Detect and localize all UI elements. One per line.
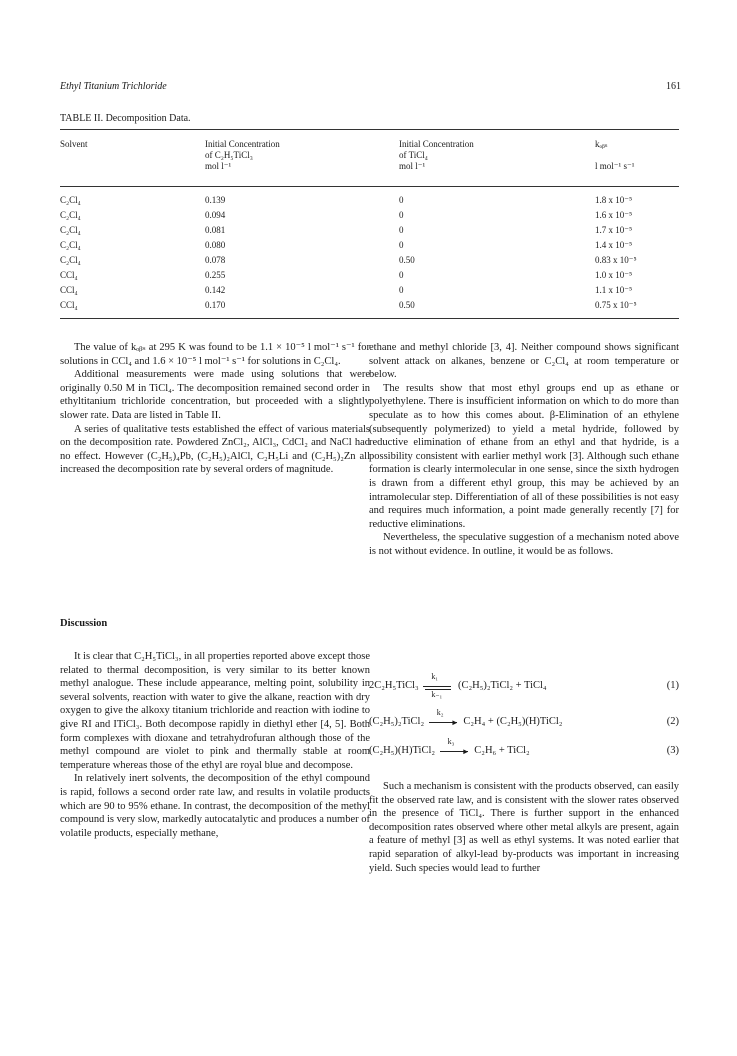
paragraph: Such a mechanism is consistent with the products observed, can easily fit the observed rate law, and is consistent with the slower rates observed in the presence of TiCl₄. There is further support in the enhanced decomposition rates observed where other metal alkyls are present, again a feature of methyl [3] as well as ethyl systems. It was noted earlier that rapid separation of alkyl-lead by-products was important in increasing yield. Such species would lead to further: [369, 781, 679, 874]
cell-ethyl-conc: 0.142: [205, 285, 226, 295]
cell-solvent: C₂Cl₄: [60, 225, 81, 235]
table-header-rule: [60, 186, 679, 187]
col-header-ethyl-line1: Initial Concentration: [205, 139, 280, 149]
cell-solvent: CCl₄: [60, 285, 78, 295]
col-header-ethyl-units: mol l⁻¹: [205, 161, 232, 171]
cell-ethyl-conc: 0.094: [205, 210, 226, 220]
col-header-ticl4-units: mol l⁻¹: [399, 161, 426, 171]
cell-solvent: CCl₄: [60, 270, 78, 280]
table-row: [0, 195, 737, 210]
cell-kobs: 1.4 x 10⁻⁵: [595, 240, 633, 250]
cell-kobs: 0.75 x 10⁻⁵: [595, 300, 637, 310]
cell-kobs: 1.7 x 10⁻⁵: [595, 225, 633, 235]
cell-ticl4-conc: 0: [399, 270, 404, 280]
col-header-solvent: Solvent: [60, 139, 88, 149]
col-header-ethyl-line2: of C₂H₅TiCl₃: [205, 150, 253, 160]
col-header-ticl4-line1: Initial Concentration: [399, 139, 474, 149]
col-header-kobs-symbol: kₒᵦₛ: [595, 139, 608, 149]
rate-constant-forward: k₁: [431, 671, 439, 681]
equation-number: (1): [666, 680, 679, 691]
table-caption: TABLE II. Decomposition Data.: [60, 113, 191, 124]
paragraph: A series of qualitative tests established the effect of various materials on the decomposition rate. Powdered ZnCl₂, AlCl₃, CdCl₂ and NaCl had no effect. However (C₂H₅)₄Pb, (C₂H₅)₂AlCl, C₂H₅Li and (C₂H₅)₂Zn all increased the decomposition rate by several orders of magnitude.: [60, 423, 370, 476]
rate-constant: k₂: [436, 707, 444, 717]
paragraph: The results show that most ethyl groups end up as ethane or polyethylene. There is insufficient information on which to do more than speculate as to how this comes about. β-Elimination of an ethylene (subsequently polymerized) to yield a metal hydride, followed by reductive elimination of ethane from an ethyl and that hydride, is a possibility consistent with earlier methyl work [3]. Although such ethane formation is clearly intermolecular in one sense, since the sixth hydrogen is drawn from a different ethyl group, this may be achieved by an intramolecular step. Differentiation of all of these possibilities is not easy and requires much information, a point made generally recently [7] for reductive eliminations.: [369, 382, 679, 530]
paragraph: Additional measurements were made using solutions that were originally 0.50 M in TiCl₄. The decomposition remained second order in ethyltitanium trichloride concentration, but proceeded with a slightly slower rate. Data are listed in Table II.: [60, 369, 370, 421]
reaction-arrow-icon: k₃ ►: [440, 746, 470, 756]
cell-kobs: 1.8 x 10⁻⁵: [595, 195, 633, 205]
table-row: [0, 240, 737, 255]
cell-ethyl-conc: 0.081: [205, 225, 226, 235]
cell-solvent: CCl₄: [60, 300, 78, 310]
section-heading-discussion: Discussion: [60, 618, 108, 629]
table-row: [0, 225, 737, 240]
cell-kobs: 1.1 x 10⁻⁵: [595, 285, 633, 295]
equation-rhs: C₂H₄ + (C₂H₅)(H)TiCl₂: [463, 716, 563, 727]
paragraph: In relatively inert solvents, the decomposition of the ethyl compound is rapid, follows a second order rate law, and results in volatile products which are 90 to 95% ethane. In contrast, the decomposition of the methyl compound is very slow, markedly autocatalytic and produces a number of volatile products, especially methane,: [60, 773, 370, 839]
cell-ethyl-conc: 0.255: [205, 270, 226, 280]
cell-ticl4-conc: 0: [399, 285, 404, 295]
cell-ticl4-conc: 0: [399, 225, 404, 235]
table-top-rule: [60, 129, 679, 130]
equilibrium-arrow-icon: [423, 671, 453, 699]
running-title: Ethyl Titanium Trichloride: [60, 81, 167, 92]
rate-constant: k₃: [447, 736, 455, 746]
cell-ethyl-conc: 0.170: [205, 300, 226, 310]
left-column-results: [60, 341, 370, 477]
cell-solvent: C₂Cl₄: [60, 240, 81, 250]
cell-solvent: C₂Cl₄: [60, 195, 81, 205]
equation-3: [369, 736, 679, 763]
table-row: [0, 300, 737, 315]
page-number: 161: [666, 81, 681, 92]
table-row: [0, 210, 737, 225]
col-header-kobs: [595, 139, 634, 172]
col-header-ticl4-line2: of TiCl₄: [399, 150, 428, 160]
paragraph: The value of kₒᵦₛ at 295 K was found to be 1.1 × 10⁻⁵ l mol⁻¹ s⁻¹ for solutions in CCl₄ and 1.6 × 10⁻⁵ l mol⁻¹ s⁻¹ for solutions in C₂Cl₄.: [60, 342, 370, 367]
equation-lhs: 2C₂H₅TiCl₃: [369, 680, 419, 691]
equation-number: (3): [666, 745, 679, 756]
cell-solvent: C₂Cl₄: [60, 210, 81, 220]
discussion-body: [60, 650, 370, 840]
equation-number: (2): [666, 716, 679, 727]
cell-ethyl-conc: 0.139: [205, 195, 226, 205]
cell-kobs: 1.6 x 10⁻⁵: [595, 210, 633, 220]
col-header-kobs-units: l mol⁻¹ s⁻¹: [595, 161, 635, 171]
paragraph: ethane and methyl chloride [3, 4]. Neither compound shows significant solvent attack on alkanes, benzene or C₂Cl₄ at room temperature or below.: [369, 342, 679, 381]
paragraph: Nevertheless, the speculative suggestion of a mechanism noted above is not without evidence. In outline, it would be as follows.: [369, 532, 679, 557]
cell-ticl4-conc: 0: [399, 195, 404, 205]
cell-ticl4-conc: 0: [399, 240, 404, 250]
cell-kobs: 0.83 x 10⁻⁵: [595, 255, 637, 265]
table-row: [0, 270, 737, 285]
equation-1: [369, 671, 679, 699]
cell-ticl4-conc: 0.50: [399, 300, 415, 310]
right-column-text: [369, 341, 679, 559]
equation-rhs: C₂H₆ + TiCl₂: [474, 745, 530, 756]
paragraph: It is clear that C₂H₅TiCl₃, in all properties reported above except those related to thermal decomposition, is very similar to its better known methyl analogue. These include appearance, melting point, solubility in several solvents, reaction with water to give the alkane, reaction with dry oxygen to give the alkoxy titanium trichloride and reaction with iodine to give RI and ITiCl₃. Both decompose rapidly in diethyl ether [4, 5]. Both form complexes with dioxane and tetrahydrofuran although those of the methyl compound are violet to pink and thermally stable at room temperature whereas those of the ethyl are royal blue and decompose.: [60, 651, 370, 771]
cell-ticl4-conc: 0: [399, 210, 404, 220]
equation-2: [369, 707, 679, 734]
equation-rhs: (C₂H₅)₂TiCl₂ + TiCl₄: [457, 680, 547, 691]
cell-ticl4-conc: 0.50: [399, 255, 415, 265]
table-bottom-rule: [60, 318, 679, 319]
cell-ethyl-conc: 0.078: [205, 255, 226, 265]
cell-ethyl-conc: 0.080: [205, 240, 226, 250]
col-header-ticl4: [399, 139, 474, 172]
rate-constant-reverse: k₋₁: [431, 689, 443, 699]
right-column-text-continued: [369, 780, 679, 875]
equation-lhs: (C₂H₅)₂TiCl₂: [369, 716, 425, 727]
col-header-ethyl: [205, 139, 280, 172]
table-row: [0, 285, 737, 300]
equation-lhs: (C₂H₅)(H)TiCl₂: [369, 745, 436, 756]
reaction-arrow-icon: k₂ ►: [429, 717, 459, 727]
cell-solvent: C₂Cl₄: [60, 255, 81, 265]
table-row: [0, 255, 737, 270]
cell-kobs: 1.0 x 10⁻⁵: [595, 270, 633, 280]
